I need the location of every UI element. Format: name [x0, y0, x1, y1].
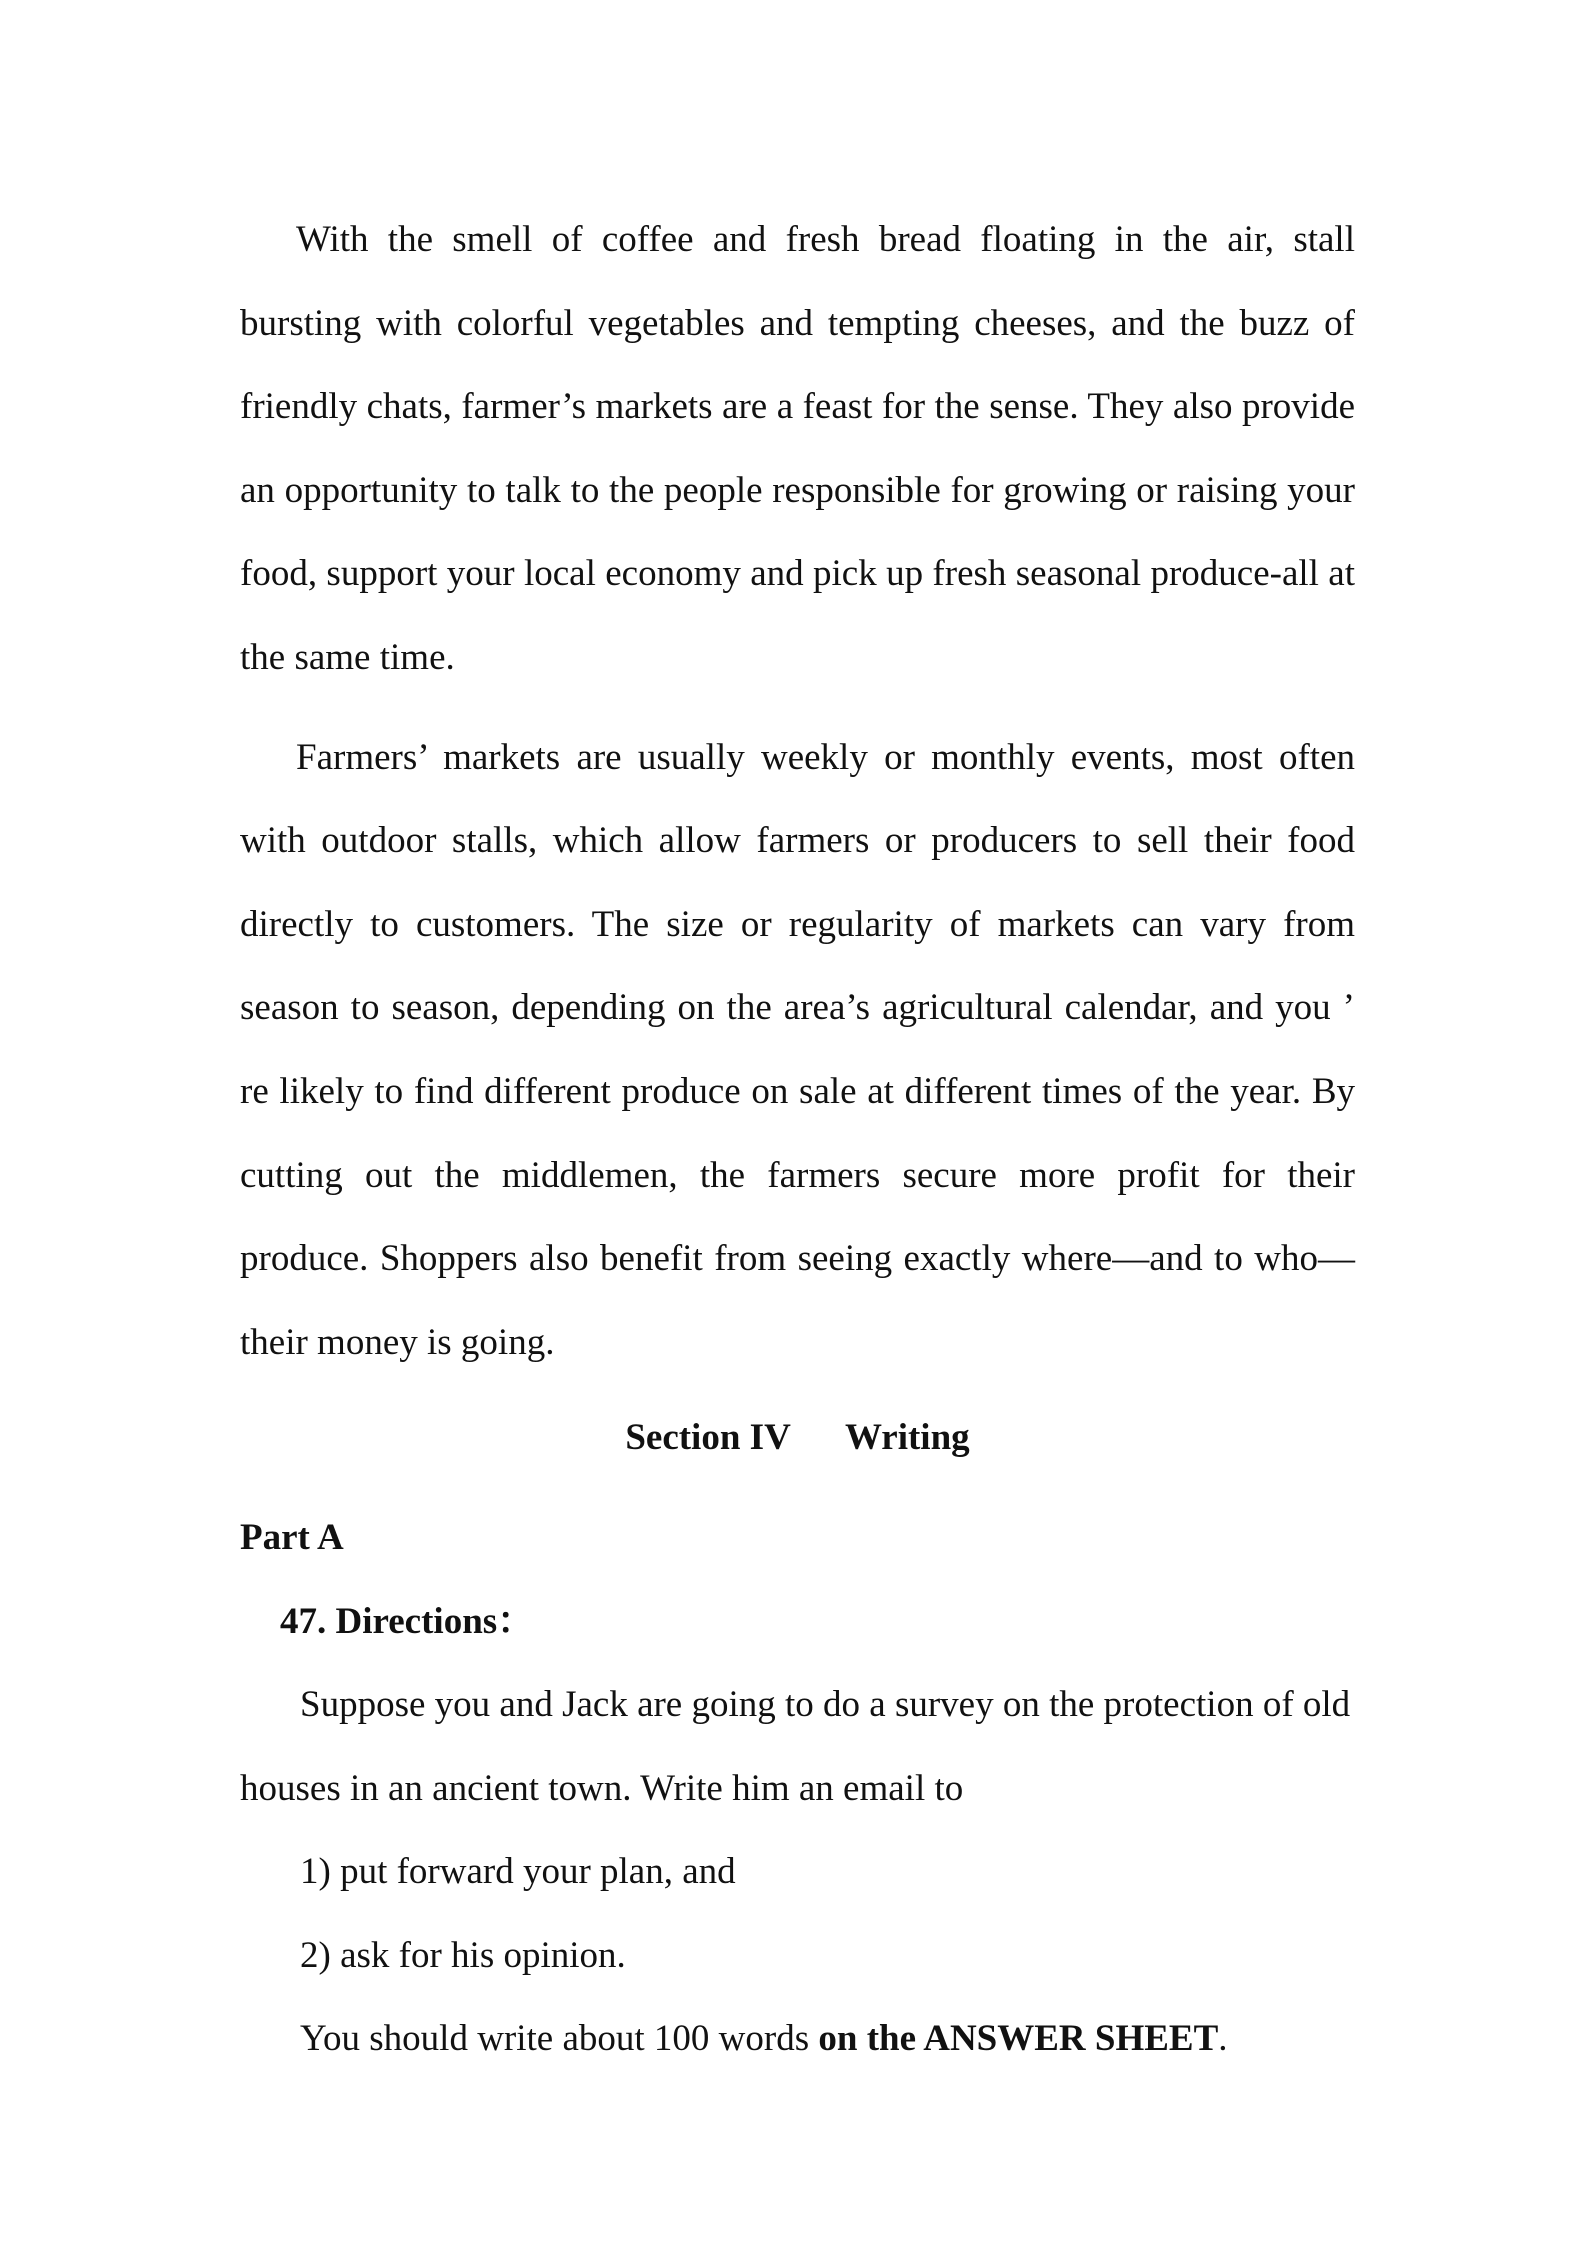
instruction-text: You should write about 100 words — [300, 2018, 819, 2060]
instruction-period: . — [1218, 2018, 1228, 2060]
task-item-1: 1) put forward your plan, and — [300, 1851, 736, 1893]
directions-label: 47. Directions： — [280, 1600, 535, 1642]
word-count-instruction — [240, 1997, 1355, 2081]
answer-sheet-emphasis: on the ANSWER SHEET — [818, 2018, 1219, 2060]
page-content — [240, 198, 1355, 2081]
passage-paragraph-2: Farmers’ markets are usually weekly or monthly events, most often with outdoor stalls, which allow farmers or producers to sell their food directly to customers. The size or regularity of markets can vary from season to season, depending on the area’s agricultural calendar, and you ’ re likely to find different produce on sale at different times of the year. By cutting out the middlemen, the farmers secure more profit for their produce. Shoppers also benefit from seeing exactly where—and to who—their money is going. — [240, 736, 1355, 1363]
task-item-2: 2) ask for his opinion. — [300, 1934, 626, 1976]
part-title: Part A — [240, 1516, 344, 1558]
passage-paragraph-1: With the smell of coffee and fresh bread floating in the air, stall bursting with colorful vegetables and tempting cheeses, and the buzz of friendly chats, farmer’s markets are a feast for the sense. They also provide an opportunity to talk to the people responsible for growing or raising your food, support your local economy and pick up fresh seasonal produce-all at the same time. — [240, 219, 1355, 678]
writing-prompt: Suppose you and Jack are going to do a survey on the protection of old houses in an ancient town. Write him an email to — [240, 1684, 1351, 1809]
section-title: Section IV Writing — [625, 1417, 970, 1459]
